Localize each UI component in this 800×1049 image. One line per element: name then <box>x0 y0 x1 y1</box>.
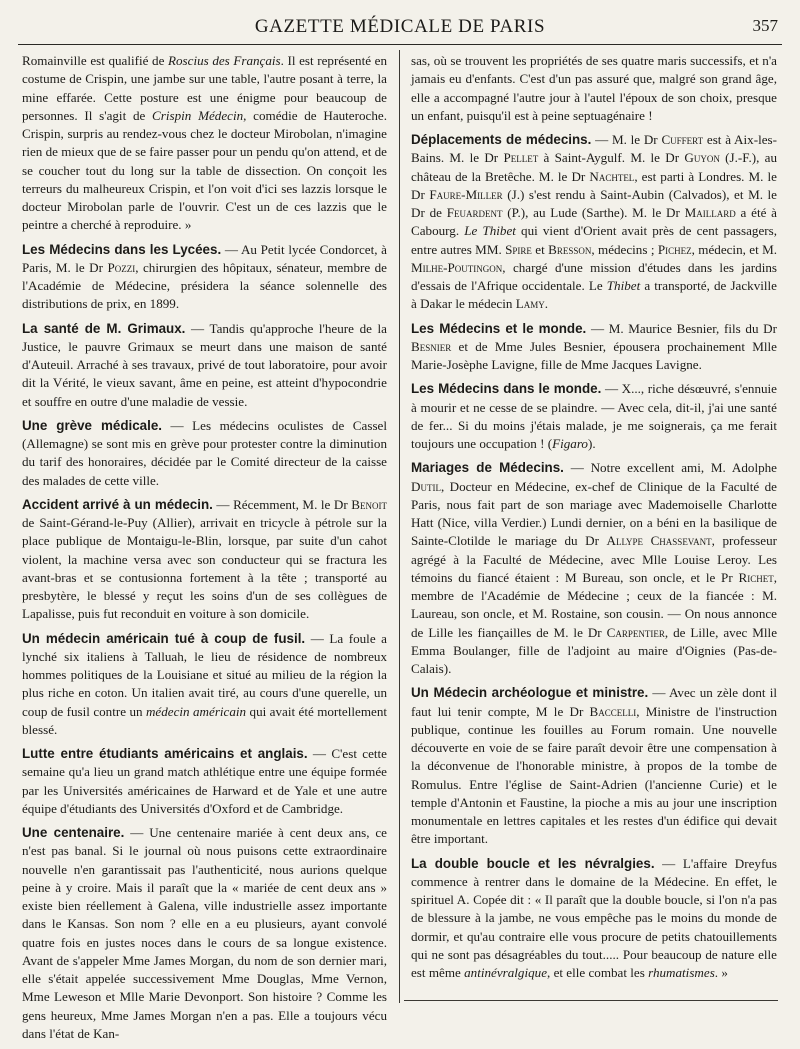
body-text: — Notre excellent ami, M. Adolphe <box>563 460 777 476</box>
body-text: — M. Maurice Besnier, fils du Dr <box>586 320 777 336</box>
page-header <box>18 12 782 45</box>
body-text: de Saint-Gérand-le-Puy (Allier), arrivait en tricycle à pétrole sur la place publique de Montaigu-le-Blin, lorsque, par suite d'un cahot violent, la machine versa avec son conducteur qui se fractura les avant-bras et se contusionna fortement à la tête ; transporté au presbytère, le blessé y reçut les soins d'un de ses collègues de Lapalisse, puis fut reconduit en voiture à son domicile. <box>22 515 387 622</box>
body-text: ). <box>587 436 596 451</box>
article-lutte <box>22 745 387 818</box>
person-name: Faure-Miller <box>429 186 503 202</box>
body-text: , comédie de Hauteroche. Crispin, surpris au rendez-vous chez le docteur Mirobolan, n'imagine rien de mieux que de se faire passer pour un pendu qu'on attend, et de se coucher tout du long sur la table de dissection. On conçoit les terreurs du malheureux Crispin, et l'on voit d'ici ses lazzis lorsque le docteur Mirobolan parle de l'ouvrir. C'est un de ces lazzis que le peintre a cherché à reproduire. » <box>22 107 387 233</box>
body-text: — Au Petit lycée Condorcet, à Paris, M. le Dr <box>22 241 387 275</box>
article-heading: Un Médecin archéologue et ministre. <box>411 685 649 701</box>
article-centenaire <box>22 824 387 1043</box>
article-centenaire-continuation <box>411 52 777 125</box>
body-text: , et elle combat les <box>547 965 649 980</box>
article-accident <box>22 496 387 624</box>
article-heading: Un médecin américain tué à coup de fusil. <box>22 630 306 646</box>
person-name: Milhe-Poutingon <box>411 259 503 275</box>
article-monde <box>411 320 777 375</box>
ship-name: Thibet <box>606 278 641 293</box>
body-text: est à Aix-les-Bains. M. le Dr <box>411 132 777 166</box>
italic-title: Crispin Médecin <box>152 107 244 123</box>
body-text: , membre de l'Académie de Médecine ; ceux de la fiancée : M. Laureau, son oncle, et M. Rostaine, son cousin. — On nous annonce de Lille les fiançailles de M. le Dr <box>411 569 777 640</box>
italic-text: antinévralgique <box>464 965 548 980</box>
person-name: Maillard <box>684 205 736 220</box>
article-heading: La santé de M. Grimaux. <box>22 320 186 336</box>
article-americain <box>22 630 387 740</box>
article-crispin-continuation <box>22 52 387 235</box>
body-text: — M. le Dr <box>591 132 662 147</box>
body-text: a transporté, de Jackville à Dakar le médecin <box>411 278 777 312</box>
article-heading: Mariages de Médecins. <box>411 460 564 476</box>
person-name: Besnier <box>411 338 452 354</box>
body-text: a été à Cabourg. <box>411 205 777 239</box>
article-lycees <box>22 241 387 314</box>
body-text: , professeur agrégé à la Faculté de Médecine, avec Mlle Louise Leroy. Les témoins du fiancé étaient : M Bureau, son oncle, et le Pr <box>411 533 778 585</box>
person-name: Pichez <box>657 241 692 257</box>
article-deplacements <box>411 131 777 314</box>
person-name: Carpentier <box>606 624 665 640</box>
source-name: Figaro <box>552 436 588 451</box>
end-rule <box>404 1000 778 1001</box>
ship-name: Le Thibet <box>464 223 516 239</box>
person-name: Guyon <box>684 150 720 166</box>
body-text: qui avait été mortellement blessé. <box>22 703 388 737</box>
body-text: , est parti à Londres. M. le Dr <box>411 168 777 202</box>
article-heading: Une grève médicale. <box>22 417 163 433</box>
person-name: Nachtel <box>589 168 635 184</box>
body-text: — C'est cette semaine qu'a lieu un grand match athlétique entre une équipe formée par les Universités américaines de Harward et de Yale et une autre équipe d'étudiants des Universités d'Oxford et de Cambridge. <box>22 746 387 816</box>
body-text: , Docteur en Médecine, ex-chef de Clinique de la Faculté de Paris, nous fait part de son mariage avec Mademoiselle Charlotte Hatt (Nice, villa Verdier.) Lundi dernier, on a béni en la basilique de Sainte-Clotilde le mariage du Dr <box>411 478 777 549</box>
article-heading: Lutte entre étudiants américains et anglais. <box>22 746 308 761</box>
body-text: — Les médecins oculistes de Cassel (Allemagne) se sont mis en grève pour protester contre la diminution du tarif des honoraires, décidée par le Comité directeur de la caisse des malades de cette ville. <box>22 417 387 488</box>
column-divider <box>399 50 400 1003</box>
article-archeologue <box>411 684 777 848</box>
page-number: 357 <box>752 16 778 35</box>
body-text: , médecin, et M. <box>691 241 778 257</box>
article-heading: Les Médecins dans les Lycées. <box>22 241 222 257</box>
person-name: Feuardent <box>446 205 503 220</box>
article-heading: Les Médecins et le monde. <box>411 320 587 336</box>
article-heading: Les Médecins dans le monde. <box>411 381 602 397</box>
body-text: (J.-F.), au château de la Bretêche. M. le Dr <box>411 150 778 184</box>
person-name: Cuffert <box>661 132 704 147</box>
article-heading: Déplacements de médecins. <box>411 132 592 147</box>
article-heading: Accident arrivé à un médecin. <box>22 496 213 512</box>
body-text: — L'affaire Dreyfus commence à rentrer dans le domaine de la Médecine. En effet, le spirituel A. Copée dit : « Il paraît que la double boucle, si l'on n'a pas de blessure à la jambe, ne vous empêche pas le moins du monde de dormir, et qu'au contraire elle vous procure de petits chatouillements qui ne sont pas désagréables du tout..... Pour beaucoup de nature elle est même <box>411 855 777 980</box>
body-text: , chirurgien des hôpitaux, sénateur, membre de l'Académie de Médecine, présidera la séance solennelle des distributions de prix, en 1899. <box>22 259 387 312</box>
body-text: , médecins ; <box>591 241 658 257</box>
right-column <box>411 52 777 988</box>
body-text: . » <box>714 965 728 980</box>
body-text: et de Mme Jules Besnier, épousera prochainement Mlle Marie-Josèphe Lavigne, fille de Mme Jacques Lavigne. <box>411 338 777 372</box>
person-name: Dutil <box>411 478 441 494</box>
body-text: . Il est représenté en costume de Crispin, une jambe sur une table, l'autre posant à terre, la mine effarée. Cette posture est une énigme pour beaucoup de personnes. Il s'agit de <box>22 53 387 123</box>
body-text: sas, où se trouvent les propriétés de ses quatre maris successifs, et n'a jamais eu d'enfants. C'est d'un pas assuré que, malgré son grand âge, elle a accompagné l'autre jour à l'autel l'époux de son choix, presque un enfant, puisqu'il est à peine septuagénaire ! <box>411 53 777 123</box>
body-text: . <box>544 296 548 312</box>
article-grimaux <box>22 320 387 411</box>
article-mariages <box>411 459 777 678</box>
person-name: Bresson <box>548 241 592 257</box>
body-text: Romainville est qualifié de <box>22 53 168 68</box>
article-double-boucle <box>411 855 777 983</box>
italic-text: médecin américain <box>145 703 247 719</box>
left-column <box>22 52 387 1049</box>
body-text: — Tandis qu'approche l'heure de la Justice, le pauvre Grimaux se meurt dans une maison de santé d'Auteuil. Arraché à ses travaux, privé de tout laboratoire, pour avoir dit la Vérité, le vieux savant, âme en peine, est atteint d'hypocondrie et souffre en outre d'une maladie de vessie. <box>22 320 387 409</box>
body-text: — Avec un zèle dont il faut lui tenir compte, M le Dr <box>411 685 777 719</box>
body-text: qui vient d'Orient avait près de cent passagers, entre autres MM. <box>411 223 777 257</box>
person-name: Allype Chassevant <box>606 533 712 549</box>
body-text: — Une centenaire mariée à cent deux ans, ce n'est pas banal. Si le journal où nous puisons cette extraordinaire nouvelle n'en garantissait pas l'authenticité, nous aurions quelque peine à y croire. Mais il paraît que la « mariée de cent deux ans » existe bien réellement à Galena, ville industrielle assez importante dans le Kansas. Son nom ? elle en a eu plusieurs, ayant convolé quatre fois en justes noces dans le cours de sa longue existence. Avant de s'appeler Mme James Morgan, du nom de son dernier mari, elle s'était appelée successivement Mme Douglas, Mme Vernon, Mme Leweson et Mlle Marie Devonport. Son histoire ? Comme les gens heureux, Mme James Morgan n'en a pas. Elle a toujours vécu dans l'état de Kan- <box>22 825 387 1041</box>
person-name: Baccelli <box>589 703 637 719</box>
body-text: , chargé d'une mission d'études dans les jardins d'essais de l'Afrique occidentale. Le <box>411 259 777 293</box>
body-text: — X..., riche désœuvré, s'ennuie à mourir et ne cesse de se plaindre. — Avec cela, dit-il, j'ai une santé de fer... Si du moins j'étais malade, je me soignerais, ça me ferait toujours une occupation ! ( <box>411 381 777 451</box>
journal-title: GAZETTE MÉDICALE DE PARIS <box>254 16 546 37</box>
article-heading: La double boucle et les névralgies. <box>411 855 655 871</box>
person-name: Lamy <box>515 296 545 312</box>
person-name: Richet <box>738 569 774 585</box>
body-text: — La foule a lynché six italiens à Talluah, le lieu de résidence de nombreux hommes politiques de la Louisiane et situé au milieu de la région la plus riche en coton. Un italien avait tiré, au cours d'une querelle, un coup de fusil contre un <box>22 630 387 719</box>
body-text: , Ministre de l'instruction publique, continue les fouilles au Forum romain. Une nouvelle découverte en voie de se faire paraît devoir être une compensation à la déconvenue de l'honorable ministre, à propos de la tombe de Romulus. Entre l'église de Saint-Adrien (l'ancienne Curie) et le temple d'Antonin et Faustine, la pioche a mis au jour une inscription monumentale en lettres capitales et les restes d'un édifice qui devait être important. <box>411 703 777 847</box>
person-name: Pellet <box>503 150 539 166</box>
body-text: — Récemment, M. le Dr <box>212 496 352 512</box>
italic-title: Roscius des Français <box>168 53 281 68</box>
italic-text: rhumatismes <box>648 965 715 980</box>
body-text: (P.), au Lude (Sarthe). M. le Dr <box>502 205 685 220</box>
person-name: Benoit <box>351 496 387 512</box>
body-text: à Saint-Aygulf. M. le Dr <box>538 150 685 166</box>
article-heading: Une centenaire. <box>22 825 125 840</box>
body-text: (J.) s'est rendu à Saint-Aubin (Calvados), et M. le Dr de <box>411 186 777 220</box>
body-text: , de Lille, avec Mlle Emma Boulanger, fille de l'adjoint au maire d'Oignies (Pas-de-Calais). <box>411 624 778 676</box>
article-greve <box>22 417 387 490</box>
person-name: Pozzi <box>107 259 136 275</box>
body-text: et <box>531 241 549 257</box>
article-dans-le-monde <box>411 380 777 453</box>
person-name: Spire <box>505 241 532 257</box>
